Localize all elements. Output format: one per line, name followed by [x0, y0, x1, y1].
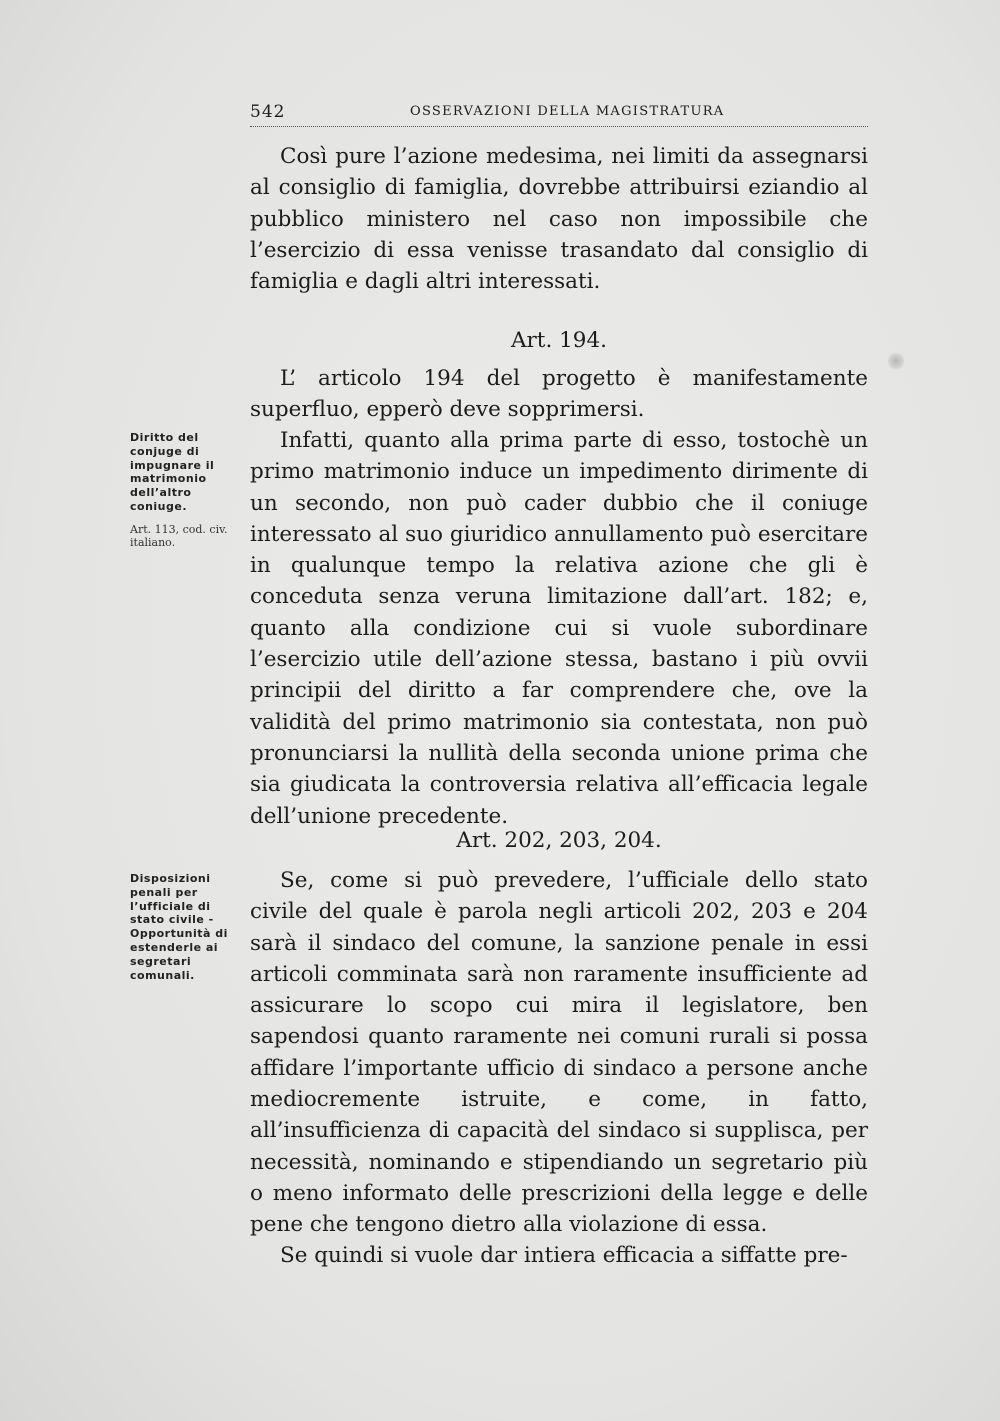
article-heading-202-204: Art. 202, 203, 204. [456, 828, 662, 853]
article-heading-194: Art. 194. [511, 328, 607, 353]
margin-note-coniuge: Diritto del conjuge di impugnare il matrimonio dell’altro coniuge. [130, 431, 215, 513]
paragraph-5: Se quindi si vuole dar intiera efficacia a siffatte pre- [280, 1243, 848, 1268]
margin-reference-art-113: Art. 113, cod. civ. italiano. [130, 523, 228, 549]
margin-note-disposizioni-penali: Disposizioni penali per l’ufficiale di stato civile - Opportunità di estenderle ai segretari comunali. [130, 872, 228, 982]
paper-stain [888, 352, 904, 370]
paragraph-4: Se, come si può prevedere, l’ufficiale dello stato civile del quale è parola negli articoli 202, 203 e 204 sarà il sindaco del comune, la sanzione penale in essi articoli comminata sarà non raramente insufficiente ad assicurare lo scopo cui mira il legislatore, ben sapendosi quanto raramente nei comuni rurali si possa affidare l’importante ufficio di sindaco a persone anche mediocremente istruite, e come, in fatto, all’insufficienza di capacità del sindaco si supplisca, per necessità, nominando e stipendiando un segretario più o meno informato delle prescrizioni della legge e delle pene che tengono dietro alla violazione di essa. [250, 868, 868, 1238]
page-number: 542 [250, 102, 286, 122]
paragraph-3: Infatti, quanto alla prima parte di esso, tostochè un primo matrimonio induce un impedimento dirimente di un secondo, non può cader dubbio che il coniuge interessato al suo giuridico annullamento può esercitare in qualunque tempo la relativa azione che gli è conceduta senza veruna limitazione dall’art. 182; e, quanto alla condizione cui si vuole subordinare l’esercizio utile dell’azione stessa, bastano i più ovvii principii del diritto a far comprendere che, ove la validità del primo matrimonio sia contestata, non può pronunciarsi la nullità della seconda unione prima che sia giudicata la controversia relativa all’efficacia legale dell’unione precedente. [250, 428, 868, 829]
page-header [250, 102, 868, 127]
paragraph-1: Così pure l’azione medesima, nei limiti da assegnarsi al consiglio di famiglia, dovrebbe attribuirsi eziandio al pubblico ministero nel caso non impossibile che l’esercizio di essa venisse trasandato dal consiglio di famiglia e dagli altri interessati. [250, 144, 868, 295]
paragraph-2: L’ articolo 194 del progetto è manifestamente superfluo, epperò deve sopprimersi. [250, 366, 868, 423]
running-title: OSSERVAZIONI DELLA MAGISTRATURA [410, 104, 725, 119]
